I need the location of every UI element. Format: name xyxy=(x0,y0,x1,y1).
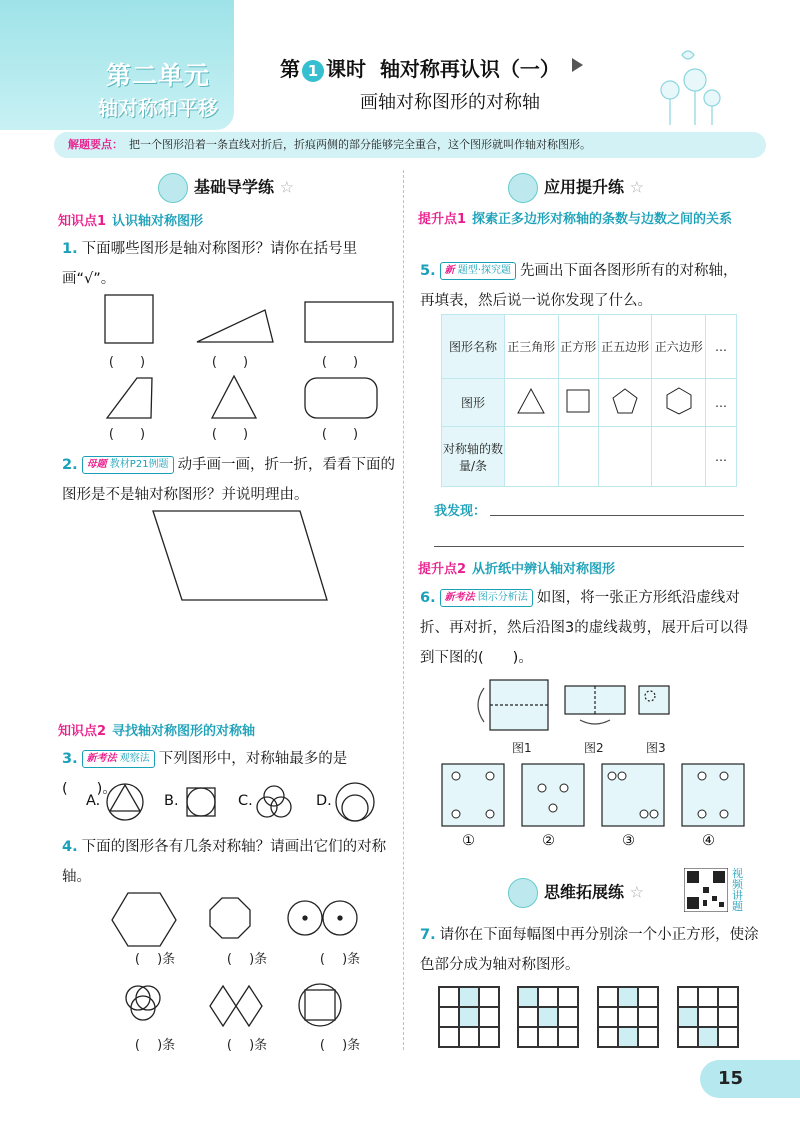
choice-4[interactable]: ④ xyxy=(702,833,715,849)
table-row-figure-label: 图形 xyxy=(442,379,505,427)
table-cell-square-name: 正方形 xyxy=(558,315,598,379)
table-row-axis-label: 对称轴的数量/条 xyxy=(442,427,505,487)
table-cell-hexagon-name: 正六边形 xyxy=(652,315,706,379)
rounded-rect-shape xyxy=(305,378,377,418)
page-number: 15 xyxy=(700,1060,800,1098)
question-1: 1. 下面哪些图形是轴对称图形？请你在括号里画“√”。 xyxy=(62,241,358,287)
table-cell-ellipsis: … xyxy=(706,315,737,379)
q3-option-d[interactable]: D. xyxy=(316,793,332,809)
q1-answer-4[interactable]: ( ) xyxy=(108,427,146,442)
table-cell-ellipsis: … xyxy=(706,427,737,487)
discovery-label: 我发现： xyxy=(434,504,487,519)
axis-count-triangle[interactable] xyxy=(505,427,559,487)
square-shape xyxy=(105,295,153,343)
unit-subtitle: 轴对称和平移 xyxy=(98,96,218,120)
q3-option-a[interactable]: A. xyxy=(86,793,101,809)
q5-table xyxy=(441,314,737,487)
double-rhombus-shape xyxy=(210,986,236,1026)
discovery-line-1[interactable] xyxy=(490,515,744,516)
table-cell-pentagon-name: 正五边形 xyxy=(598,315,652,379)
question-7: 7. 请你在下面每幅图中再分别涂一个小正方形，使涂色部分成为轴对称图形。 xyxy=(420,927,759,973)
pentagon-icon xyxy=(610,386,640,416)
choice-3[interactable]: ③ xyxy=(622,833,635,849)
grid-1[interactable] xyxy=(438,986,500,1048)
flower-decoration-icon xyxy=(640,40,730,125)
section-thinking-title: 思维拓展练 ☆ xyxy=(508,878,644,908)
hexagon-icon xyxy=(664,386,694,416)
q6-choices xyxy=(440,760,750,832)
triangle-obtuse-shape xyxy=(197,310,273,342)
q1-answer-1[interactable]: ( ) xyxy=(108,355,146,370)
table-cell-triangle-name: 正三角形 xyxy=(505,315,559,379)
table-cell-ellipsis: … xyxy=(706,379,737,427)
improve-point-1: 提升点1 探索正多边形对称轴的条数与边数之间的关系 xyxy=(418,212,733,227)
lesson-subtitle: 画轴对称图形的对称轴 xyxy=(360,92,540,113)
venn-shape xyxy=(126,986,150,1010)
q3-option-b[interactable]: B. xyxy=(164,793,179,809)
question-3: 3. 新考法 观察法 下列图形中，对称轴最多的是( )。 xyxy=(62,751,348,797)
grid-3[interactable] xyxy=(597,986,659,1048)
q4-blank-2[interactable]: ( )条 xyxy=(226,952,268,967)
choice-1[interactable]: ① xyxy=(462,833,475,849)
play-triangle-icon xyxy=(572,58,583,72)
trapezoid-shape xyxy=(107,378,152,418)
grid-4[interactable] xyxy=(677,986,739,1048)
equilateral-triangle-shape xyxy=(212,376,256,418)
square-icon xyxy=(563,386,593,416)
octagon-shape xyxy=(210,898,250,938)
discovery-line-2[interactable] xyxy=(434,546,744,547)
tip-bar: 解题要点： 把一个图形沿着一条直线对折后，折痕两侧的部分能够完全重合，这个图形就叫作轴对称图形。 xyxy=(54,132,766,158)
mascot-icon xyxy=(508,173,538,203)
triangle-icon xyxy=(516,386,546,416)
knowledge-point-1: 知识点1 认识轴对称图形 xyxy=(58,214,204,229)
q1-answer-3[interactable]: ( ) xyxy=(321,355,359,370)
hexagon-shape xyxy=(112,893,176,946)
section-basic-title: 基础导学练 ☆ xyxy=(158,173,294,203)
rectangle-shape xyxy=(305,302,393,342)
mascot-icon xyxy=(158,173,188,203)
fig-label-2: 图2 xyxy=(584,741,604,755)
q4-blank-4[interactable]: ( )条 xyxy=(134,1038,176,1053)
folding-figures xyxy=(470,676,710,736)
tag-mother: 母题 教材P21例题 xyxy=(82,456,174,474)
table-header-shape-name: 图形名称 xyxy=(442,315,505,379)
q4-blank-3[interactable]: ( )条 xyxy=(319,952,361,967)
question-2: 2. 母题 教材P21例题 动手画一画，折一折，看看下面的图形是不是轴对称图形？并说明理由。 xyxy=(62,457,396,503)
grid-2[interactable] xyxy=(517,986,579,1048)
q1-answer-2[interactable]: ( ) xyxy=(211,355,249,370)
q1-answer-5[interactable]: ( ) xyxy=(211,427,249,442)
section-advanced-title: 应用提升练 ☆ xyxy=(508,173,644,203)
axis-count-hexagon[interactable] xyxy=(652,427,706,487)
choice-1-figure xyxy=(442,764,504,826)
qr-code-icon[interactable] xyxy=(684,868,728,912)
lesson-title: 第 1 课时 轴对称再认识（一） xyxy=(280,57,560,81)
q4-blank-1[interactable]: ( )条 xyxy=(134,952,176,967)
axis-count-square[interactable] xyxy=(558,427,598,487)
qr-label: 视频讲题 xyxy=(732,867,743,913)
q4-blank-5[interactable]: ( )条 xyxy=(226,1038,268,1053)
question-6: 6. 新考法 图示分析法 如图，将一张正方形纸沿虚线对折、再对折，然后沿图3的虚线裁剪，展开后可以得到下图的( )。 xyxy=(420,590,749,666)
choice-2-figure xyxy=(522,764,584,826)
q3-option-c[interactable]: C. xyxy=(238,793,253,809)
mascot-icon xyxy=(508,878,538,908)
axis-count-pentagon[interactable] xyxy=(598,427,652,487)
question-4: 4. 下面的图形各有几条对称轴？请画出它们的对称轴。 xyxy=(62,839,387,885)
fig-label-3: 图3 xyxy=(646,741,666,755)
question-5: 5. 新 题型·探究题 先画出下面各图形所有的对称轴，再填表，然后说一说你发现了什么。 xyxy=(420,263,738,309)
knowledge-point-2: 知识点2 寻找轴对称图形的对称轴 xyxy=(58,724,256,739)
q3-figures xyxy=(100,780,390,826)
q4-blank-6[interactable]: ( )条 xyxy=(319,1038,361,1053)
parallelogram-shape xyxy=(145,505,335,605)
unit-title: 第二单元 xyxy=(105,61,210,90)
fig-label-1: 图1 xyxy=(512,741,532,755)
column-divider xyxy=(403,170,404,1050)
q1-answer-6[interactable]: ( ) xyxy=(321,427,359,442)
choice-4-figure xyxy=(682,764,744,826)
choice-2[interactable]: ② xyxy=(542,833,555,849)
improve-point-2: 提升点2 从折纸中辨认轴对称图形 xyxy=(418,562,616,577)
